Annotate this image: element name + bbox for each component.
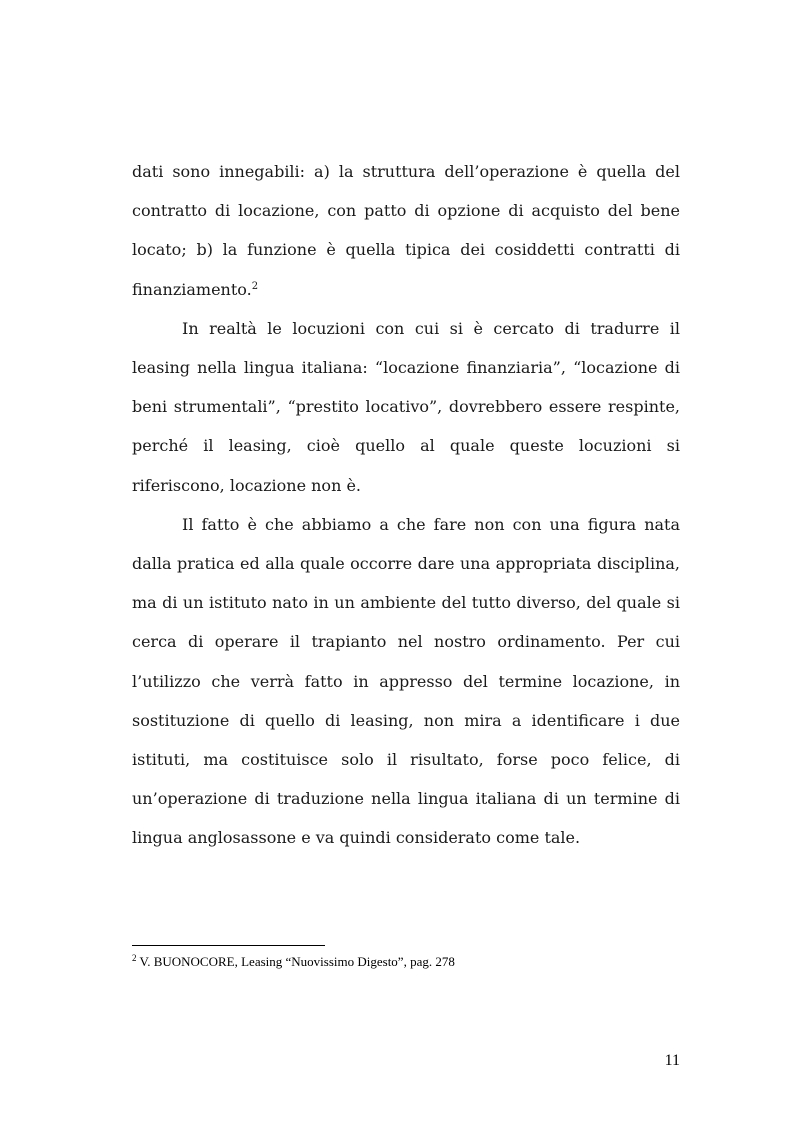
paragraph-2: In realtà le locuzioni con cui si è cercato di tradurre il leasing nella lingua italiana: “locazione finanziaria”, “locazione di beni strumentali”, “prestito locativo”, dovrebbero essere respinte, perché il leasing, cioè quello al quale queste locuzioni si riferiscono, locazione non è. xyxy=(132,318,680,495)
paragraph-3: Il fatto è che abbiamo a che fare non con una figura nata dalla pratica ed alla quale occorre dare una appropriata disciplina, ma di un istituto nato in un ambiente del tutto diverso, del quale si cerca di operare il trapianto nel nostro ordinamento. Per cui l’utilizzo che verrà fatto in appresso del termine locazione, in sostituzione di quello di leasing, non mira a identificare i due istituti, ma costituisce solo il risultato, forse poco felice, di un’operazione di traduzione nella lingua italiana di un termine di lingua anglosassone e va quindi considerato come tale. xyxy=(132,514,680,848)
body-text xyxy=(132,152,680,858)
paragraph-1 xyxy=(132,152,680,309)
footnote xyxy=(132,953,680,971)
footnote-text: V. BUONOCORE, Leasing “Nuovissimo Digesto”, pag. 278 xyxy=(139,954,455,969)
footnote-number: 2 xyxy=(132,953,137,963)
page-number: 11 xyxy=(664,1052,680,1069)
footnote-reference[interactable]: 2 xyxy=(251,280,259,292)
footnote-separator xyxy=(132,945,325,946)
paragraph-1-text: dati sono innegabili: a) la struttura dell’operazione è quella del contratto di locazione, con patto di opzione di acquisto del bene locato; b) la funzione è quella tipica dei cosiddetti contratti di finanziamento. xyxy=(132,162,680,299)
